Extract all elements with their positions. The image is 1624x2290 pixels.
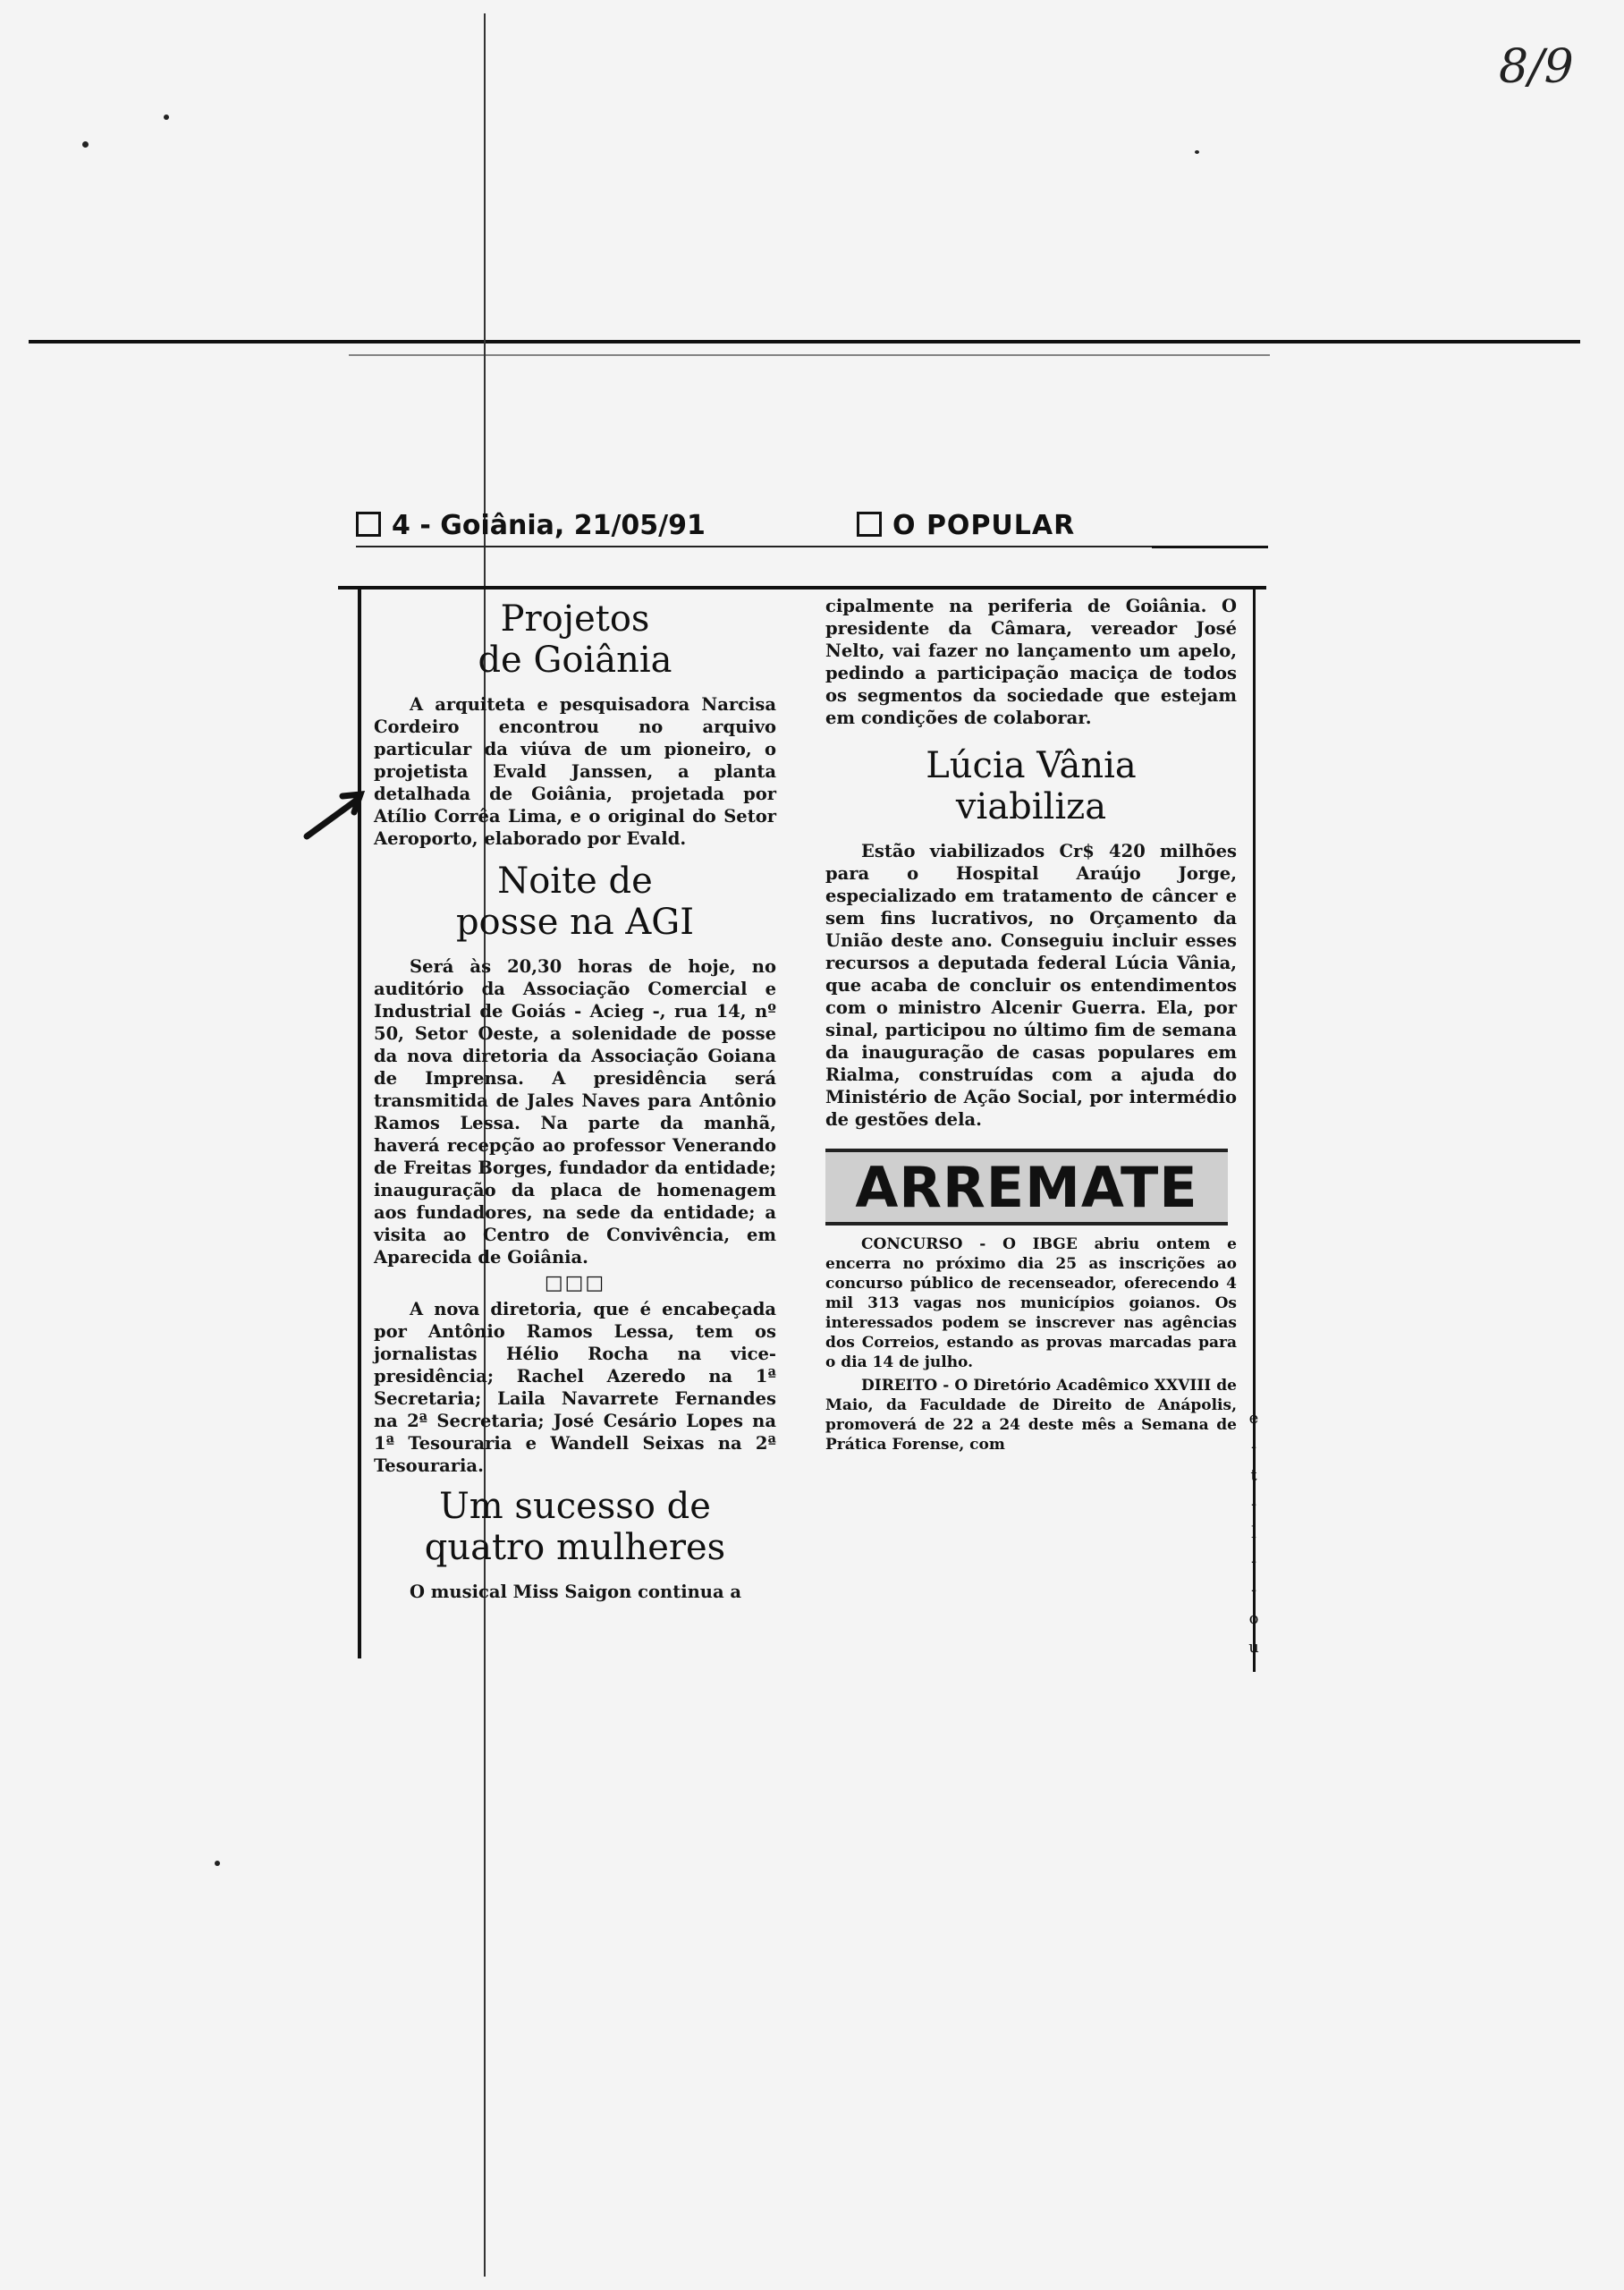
header-paper-name — [857, 510, 1075, 541]
scan-speck — [215, 1861, 220, 1866]
fragment-letter: o — [1248, 1609, 1259, 1628]
header-rule-right — [1152, 546, 1268, 548]
article-body: A nova diretoria, que é encabeçada por Antônio Ramos Lessa, tem os jornalistas Hélio Rocha na vice-presidência; Rachel Azeredo na 1ª Secretaria; Laila Navarrete Fernandes na 2ª Secretaria; José Cesário Lopes na 1ª Tesouraria e Wandell Seixas na 2ª Tesouraria. — [374, 1299, 776, 1476]
scan-speck — [164, 114, 169, 120]
newspaper-clipping — [338, 586, 1266, 1672]
article-sucesso — [374, 1486, 776, 1603]
header-left-text: 4 - Goiânia, 21/05/91 — [392, 510, 706, 541]
article-headline: Projetos de Goiânia — [478, 598, 672, 681]
article-body: O musical Miss Saigon continua a — [410, 1582, 742, 1602]
article-separator: □□□ — [544, 1272, 606, 1294]
checkbox-square-icon — [857, 512, 882, 537]
article-lucia-vania — [825, 745, 1237, 1131]
fragment-letter: - — [1250, 1581, 1257, 1599]
checkbox-square-icon — [356, 512, 381, 537]
fragment-letter: l — [1251, 1523, 1256, 1542]
paper-name-text: O POPULAR — [892, 510, 1076, 541]
article-body: A arquiteta e pesquisadora Narcisa Cordeiro encontrou no arquivo particular da viúva de um pioneiro, o projetista Evald Janssen, a planta detalhada de Goiânia, projetada por Atílio Corrêa Lima, e o original do Setor Aeroporto, elaborado por Evald. — [374, 694, 776, 849]
fragment-letter: - — [1250, 1552, 1257, 1571]
fragment-letter: t — [1250, 1466, 1257, 1485]
article-body: Estão viabilizados Cr$ 420 milhões para o Hospital Araújo Jorge, especializado em tratamento de câncer e sem fins lucrativos, no Orçamento da União deste ano. Conseguiu incluir esses recursos a deputada federal Lúcia Vânia, que acaba de concluir os entendimentos com o ministro Alcenir Guerra. Ela, por sinal, participou no último fim de semana da inauguração de casas populares em Rialma, construídas com a ajuda do Ministério de Ação Social, por intermédio de gestões dela. — [825, 841, 1237, 1130]
arremate-item: DIREITO - O Diretório Acadêmico XXVIII de Maio, da Faculdade de Direito de Anápolis, promoverá de 22 a 24 deste mês a Semana de Prática Forense, com — [825, 1377, 1237, 1454]
column-right — [825, 595, 1237, 1458]
scan-dashed-line — [349, 354, 1270, 356]
arremate-item: CONCURSO - O IBGE abriu ontem e encerra no próximo dia 25 as inscrições ao concurso público de recenseador, oferecendo 4 mil 313 vagas nos municípios goianos. Os interessados podem se inscrever nas agências dos Correios, estando as provas marcadas para o dia 14 de julho. — [825, 1235, 1237, 1371]
arremate-banner: ARREMATE — [825, 1149, 1228, 1226]
article-posse-agi — [374, 861, 776, 1477]
fragment-letter: - — [1250, 1495, 1257, 1514]
scan-speck — [82, 141, 89, 148]
adjacent-column-fragment — [1245, 1404, 1263, 1662]
fragment-letter: e — [1248, 1409, 1259, 1428]
column-left — [374, 598, 776, 1603]
newspaper-header — [356, 510, 1268, 555]
scan-horizontal-line — [29, 340, 1580, 344]
article-headline: Lúcia Vânia viabiliza — [926, 745, 1137, 827]
article-continuation: cipalmente na periferia de Goiânia. O presidente da Câmara, vereador José Nelto, vai fazer no lançamento um apelo, pedindo a participação maciça de todos os segmentos da sociedade que estejam em condições de colaborar. — [825, 596, 1237, 728]
clipping-left-border — [358, 589, 361, 1658]
handwritten-page-number: 8/9 — [1499, 40, 1574, 94]
header-date-line — [356, 510, 706, 541]
article-headline: Um sucesso de quatro mulheres — [424, 1486, 726, 1568]
article-body: Será às 20,30 horas de hoje, no auditório da Associação Comercial e Industrial de Goiás - Acieg -, rua 14, nº 50, Setor Oeste, a solenidade de posse da nova diretoria da Associação Goiana de Imprensa. A presidência será transmitida de Jales Naves para Antônio Ramos Lessa. Na parte da manhã, haverá recepção ao professor Venerando de Freitas Borges, fundador da entidade; inauguração da placa de homenagem aos fundadores, na sede da entidade; a visita ao Centro de Convivência, em Aparecida de Goiânia. — [374, 956, 776, 1268]
header-rule — [356, 546, 1268, 547]
fragment-letter: u — [1248, 1638, 1259, 1657]
fragment-letter: - — [1250, 1438, 1257, 1456]
article-projetos — [374, 598, 776, 850]
article-headline: Noite de posse na AGI — [455, 861, 695, 943]
scan-speck — [1195, 150, 1199, 154]
